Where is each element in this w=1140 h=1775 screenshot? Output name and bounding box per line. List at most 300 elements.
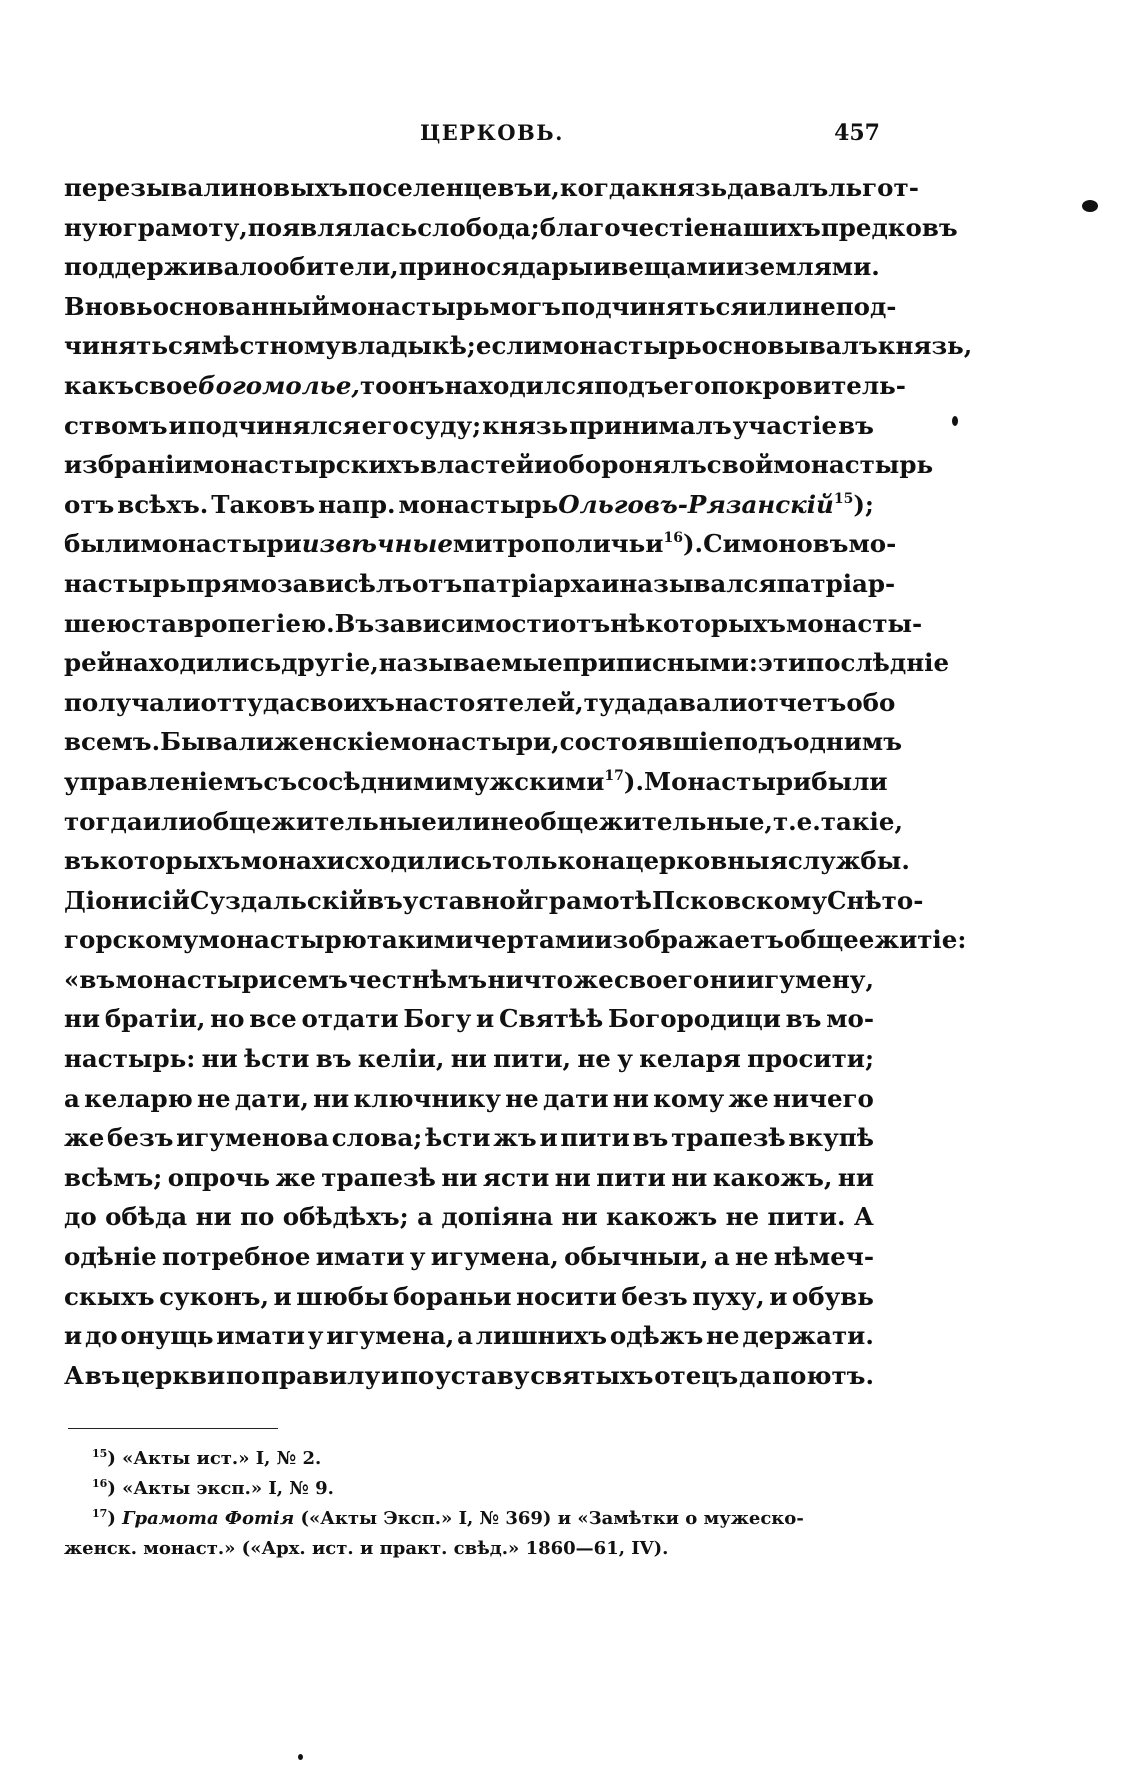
- word: [710, 960, 746, 1000]
- word: [838, 1158, 874, 1198]
- text-run: такіе,: [820, 806, 903, 836]
- text-run: какожъ,: [712, 1162, 833, 1192]
- word: [530, 1356, 653, 1396]
- word: [316, 1237, 405, 1277]
- word: [277, 960, 348, 1000]
- text-run: монастырскихъ: [192, 450, 420, 480]
- text-run: появлялась: [247, 212, 418, 242]
- text-run: общежительные: [196, 806, 437, 836]
- text-run: пити: [596, 1162, 666, 1192]
- word: [724, 722, 793, 762]
- text-run: а: [64, 1083, 80, 1113]
- text-run: обо: [846, 687, 896, 717]
- word: [772, 1356, 874, 1396]
- text-run: сосѣдними: [297, 766, 453, 796]
- text-run: вкупѣ: [788, 1123, 874, 1153]
- text-run: игумену,: [746, 964, 874, 994]
- text-run: какожъ: [606, 1202, 718, 1232]
- word: [297, 762, 452, 802]
- text-run: ни: [195, 1202, 232, 1232]
- word: [335, 604, 375, 644]
- text-run: кому: [653, 1083, 725, 1113]
- word: [64, 208, 123, 248]
- word: [641, 168, 727, 208]
- text-run: чертами: [473, 925, 595, 955]
- word: [64, 841, 100, 881]
- word: [784, 920, 874, 960]
- word: [733, 406, 837, 446]
- text-run: же: [728, 1083, 769, 1113]
- text-run: или: [142, 806, 197, 836]
- word: [654, 1356, 738, 1396]
- text-run: шею: [64, 608, 132, 638]
- word: [621, 1277, 687, 1317]
- text-run: подчиняться: [560, 291, 749, 321]
- word: [592, 841, 626, 881]
- text-run: чиняться: [64, 331, 201, 361]
- text-run: зависѣлъ: [277, 568, 412, 598]
- text-run: ).: [623, 766, 644, 796]
- text-run: ).: [682, 529, 704, 559]
- footnote-separator: [68, 1428, 278, 1429]
- word: [367, 920, 473, 960]
- word: [403, 881, 534, 921]
- text-line: [64, 762, 888, 802]
- word: [64, 366, 134, 406]
- word: [505, 1079, 539, 1119]
- text-run: подъ: [594, 370, 664, 400]
- word: [273, 247, 399, 287]
- text-run: ѣсти: [424, 1123, 491, 1153]
- word: [263, 762, 297, 802]
- text-run: поютъ.: [772, 1360, 874, 1390]
- word: [703, 524, 848, 564]
- text-line: [64, 1356, 874, 1396]
- text-run: ) «Акты эксп.» I, № 9.: [107, 1478, 334, 1499]
- text-run: под-: [835, 291, 897, 321]
- word: [123, 208, 248, 248]
- word: [706, 1316, 740, 1356]
- text-run: приписными:: [562, 648, 758, 678]
- text-run: у: [617, 1044, 633, 1074]
- text-run: ничего: [772, 1083, 874, 1113]
- word: [403, 999, 471, 1039]
- text-run: управленіемъ: [64, 766, 264, 796]
- text-run: отъ: [559, 608, 611, 638]
- word: [176, 1118, 329, 1158]
- text-run: горскому: [64, 925, 199, 955]
- text-run: владыкѣ;: [340, 331, 476, 361]
- text-run: патріар-: [776, 568, 896, 598]
- word: [121, 1356, 225, 1396]
- word: [727, 168, 828, 208]
- word: [768, 1197, 846, 1237]
- word: [516, 1277, 617, 1317]
- word: [64, 1197, 97, 1237]
- word: [806, 643, 949, 683]
- text-run: не: [802, 291, 836, 321]
- text-line: [64, 643, 950, 683]
- word: [274, 1277, 292, 1317]
- word: [441, 1197, 553, 1237]
- word: [539, 1118, 557, 1158]
- word: [490, 287, 561, 327]
- italic-text: Грамота Фотія: [122, 1508, 295, 1529]
- text-run: называемые: [378, 648, 563, 678]
- word: [476, 999, 494, 1039]
- word: [64, 881, 190, 921]
- footnote-line: [64, 1474, 874, 1504]
- word: [64, 406, 168, 446]
- text-run: ни: [709, 964, 746, 994]
- word: [410, 406, 482, 446]
- text-run: е.: [796, 806, 821, 836]
- text-run: то: [359, 370, 392, 400]
- text-line: [64, 802, 903, 842]
- footnote-number: 15: [92, 1447, 108, 1460]
- text-run: избраніи: [64, 450, 193, 480]
- word: [362, 406, 409, 446]
- text-run: давали: [646, 687, 748, 717]
- text-run: ключнику: [353, 1083, 501, 1113]
- word: [788, 841, 910, 881]
- footnote-number: 17: [92, 1507, 108, 1520]
- footnote-reference: 17: [604, 767, 624, 784]
- text-run: дати,: [234, 1083, 309, 1113]
- word: [341, 326, 476, 366]
- text-run: въ: [366, 885, 403, 915]
- word: [473, 920, 594, 960]
- text-run: настырь:: [64, 1044, 196, 1074]
- word: [519, 247, 593, 287]
- word: [216, 1316, 305, 1356]
- word: [758, 643, 806, 683]
- word: [143, 802, 197, 842]
- text-run: ни: [561, 1202, 598, 1232]
- word: [431, 1237, 559, 1277]
- word: [261, 1356, 380, 1396]
- text-run: принималъ: [569, 410, 732, 440]
- word: [786, 999, 822, 1039]
- text-line: [64, 1197, 874, 1237]
- text-run: трапезѣ: [321, 1162, 436, 1192]
- word: [702, 326, 878, 366]
- word: [358, 1039, 445, 1079]
- text-run: церкви: [121, 1360, 226, 1390]
- text-run: не: [577, 1044, 611, 1074]
- text-run: Въ: [334, 608, 375, 638]
- text-run: и: [601, 568, 620, 598]
- word: [64, 604, 131, 644]
- text-run: Монастыри: [644, 766, 812, 796]
- text-run: и: [380, 1360, 400, 1390]
- text-run: нѣмеч-: [773, 1242, 874, 1272]
- word: [797, 802, 821, 842]
- text-run: уставу: [435, 1360, 530, 1390]
- text-run: поселенцевъ: [348, 173, 534, 202]
- text-run: туда: [583, 687, 647, 717]
- text-run: новыхъ: [238, 173, 349, 202]
- word: [846, 683, 895, 723]
- word: [399, 247, 520, 287]
- text-line: [64, 683, 896, 723]
- word: [625, 841, 787, 881]
- text-run: рей: [64, 648, 115, 678]
- word: [573, 960, 613, 1000]
- text-line: [64, 1158, 874, 1198]
- word: [499, 999, 603, 1039]
- text-run: и: [769, 1281, 788, 1311]
- footnote-line: [64, 1504, 874, 1534]
- text-run: по: [225, 1360, 261, 1390]
- footnote-text: [92, 1448, 321, 1469]
- scan-speck: [952, 416, 958, 426]
- text-run: пити,: [493, 1044, 572, 1074]
- word: [726, 1197, 760, 1237]
- text-run: мѣстному: [200, 331, 341, 361]
- word: [391, 366, 444, 406]
- word: [709, 208, 821, 248]
- text-run: и: [539, 1123, 558, 1153]
- text-run: изображаетъ: [594, 925, 784, 955]
- word: [296, 1277, 388, 1317]
- word: [107, 1118, 173, 1158]
- text-run: его: [663, 370, 711, 400]
- word: [714, 1237, 730, 1277]
- word: [248, 208, 417, 248]
- italic-text: Ольговъ-Рязанскій: [558, 489, 834, 519]
- text-run: а: [713, 1242, 730, 1272]
- word: [613, 1079, 649, 1119]
- word: [792, 1277, 874, 1317]
- text-run: Богу: [403, 1004, 472, 1034]
- word: [452, 762, 644, 802]
- text-run: и: [725, 252, 744, 282]
- word: [348, 168, 533, 208]
- text-line: [64, 1277, 874, 1317]
- word: [64, 683, 201, 723]
- text-run: ): [107, 1508, 123, 1529]
- text-line: [64, 881, 924, 921]
- word: [353, 1079, 501, 1119]
- italic-text: извѣчные: [301, 529, 453, 559]
- word: [451, 1039, 487, 1079]
- text-run: отъ: [411, 568, 463, 598]
- word: [744, 247, 880, 287]
- text-run: грамотѣ: [533, 885, 652, 915]
- word: [249, 999, 297, 1039]
- text-line: [64, 999, 874, 1039]
- text-run: оборонялъ: [552, 450, 707, 480]
- word: [235, 1079, 309, 1119]
- footnote-number: 16: [92, 1477, 108, 1490]
- text-run: не: [197, 1083, 231, 1113]
- text-run: имати: [216, 1321, 305, 1351]
- running-title: ЦЕРКОВЬ.: [420, 120, 564, 145]
- word: [379, 643, 563, 683]
- text-run: суконъ,: [159, 1281, 270, 1311]
- word: [552, 445, 707, 485]
- word: [100, 841, 241, 881]
- word: [131, 604, 335, 644]
- word: [735, 1237, 769, 1277]
- text-line: [64, 168, 919, 208]
- word: [747, 1039, 874, 1079]
- text-run: Святѣѣ: [498, 1004, 604, 1034]
- text-run: властей: [419, 450, 535, 480]
- word: [476, 1316, 607, 1356]
- word: [713, 1158, 833, 1198]
- text-run: лишнихъ: [475, 1321, 608, 1351]
- word: [390, 722, 560, 762]
- text-run: давалъ: [727, 173, 829, 202]
- word: [64, 1277, 155, 1317]
- word: [160, 722, 274, 762]
- word: [374, 604, 560, 644]
- word: [594, 366, 663, 406]
- word: [593, 247, 611, 287]
- text-run: сходились: [344, 846, 493, 876]
- footnote-text: [92, 1478, 334, 1499]
- text-line: [64, 524, 897, 564]
- text-run: зависимости: [374, 608, 560, 638]
- word: [611, 247, 725, 287]
- word: [240, 841, 344, 881]
- text-run: свой: [706, 450, 774, 480]
- word: [64, 802, 143, 842]
- text-run: вещами: [611, 252, 726, 282]
- scan-speck: [1082, 200, 1098, 212]
- text-run: );: [853, 489, 874, 519]
- text-run: держати.: [742, 1321, 874, 1351]
- word: [116, 960, 277, 1000]
- text-run: шюбы: [296, 1281, 389, 1311]
- text-run: ни: [64, 1004, 101, 1034]
- word: [64, 960, 115, 1000]
- word: [140, 524, 453, 564]
- text-run: но: [210, 1004, 245, 1034]
- word: [395, 683, 584, 723]
- text-run: святыхъ: [530, 1360, 654, 1390]
- text-run: не: [505, 1083, 539, 1113]
- word: [308, 1316, 324, 1356]
- word: [811, 762, 887, 802]
- text-line: [64, 722, 902, 762]
- text-run: дары: [519, 252, 594, 282]
- text-run: слобода;: [417, 212, 540, 242]
- word: [381, 1356, 399, 1396]
- word: [162, 1237, 310, 1277]
- word: [560, 722, 724, 762]
- word: [348, 960, 487, 1000]
- word: [878, 326, 973, 366]
- word: [197, 1079, 231, 1119]
- text-run: безъ: [621, 1281, 688, 1311]
- text-run: игумена,: [326, 1321, 455, 1351]
- word: [542, 326, 702, 366]
- word: [281, 643, 379, 683]
- word: [749, 287, 803, 327]
- text-run: напр.: [318, 489, 396, 519]
- text-run: его: [361, 410, 409, 440]
- word: [560, 168, 641, 208]
- word: [487, 960, 573, 1000]
- word: [188, 406, 361, 446]
- word: [747, 683, 846, 723]
- word: [410, 1237, 426, 1277]
- text-run: дати: [542, 1083, 609, 1113]
- word: [827, 881, 923, 921]
- text-run: братіи,: [104, 1004, 206, 1034]
- text-run: А: [64, 1360, 84, 1390]
- word: [707, 445, 773, 485]
- word: [773, 1079, 874, 1119]
- text-run: честнѣмъ: [348, 964, 488, 994]
- word: [321, 1158, 436, 1198]
- text-run: просити;: [747, 1044, 874, 1074]
- word: [533, 168, 560, 208]
- text-run: нашихъ: [709, 212, 821, 242]
- text-run: съ: [263, 766, 298, 796]
- footnotes: [64, 1444, 874, 1564]
- word: [400, 1356, 434, 1396]
- scan-speck: [298, 1754, 303, 1760]
- text-run: до: [84, 1321, 118, 1351]
- text-line: [64, 326, 973, 366]
- text-run: митрополичьи: [452, 529, 664, 559]
- word: [159, 1277, 269, 1317]
- word: [202, 1039, 238, 1079]
- word: [64, 1356, 84, 1396]
- text-run: мо-: [826, 1004, 874, 1034]
- word: [169, 406, 187, 446]
- word: [226, 1356, 260, 1396]
- word: [826, 999, 874, 1039]
- italic-text: богомолье,: [197, 370, 360, 400]
- word: [462, 564, 601, 604]
- word: [610, 604, 786, 644]
- text-run: игумена,: [430, 1242, 559, 1272]
- word: [417, 208, 539, 248]
- text-run: онущь: [120, 1321, 214, 1351]
- text-run: и: [64, 1321, 83, 1351]
- word: [742, 1316, 874, 1356]
- word: [332, 1118, 422, 1158]
- word: [563, 643, 758, 683]
- word: [610, 1316, 703, 1356]
- footnote-reference: 16: [663, 530, 683, 547]
- text-run: въ: [632, 1123, 669, 1153]
- text-line: [64, 604, 923, 644]
- word: [420, 445, 534, 485]
- word: [64, 762, 263, 802]
- text-run: имати: [315, 1242, 405, 1272]
- text-run: Псковскому: [651, 885, 828, 915]
- text-run: были: [64, 529, 141, 559]
- text-run: по: [399, 1360, 435, 1390]
- text-line: [64, 564, 896, 604]
- word: [534, 445, 552, 485]
- word: [201, 326, 341, 366]
- word: [318, 485, 395, 525]
- text-run: ни: [201, 1044, 238, 1074]
- text-run: монастыри: [140, 529, 302, 559]
- text-run: мо-: [848, 529, 897, 559]
- text-run: въ: [84, 1360, 121, 1390]
- word: [569, 406, 732, 446]
- word: [277, 564, 412, 604]
- word: [64, 1039, 195, 1079]
